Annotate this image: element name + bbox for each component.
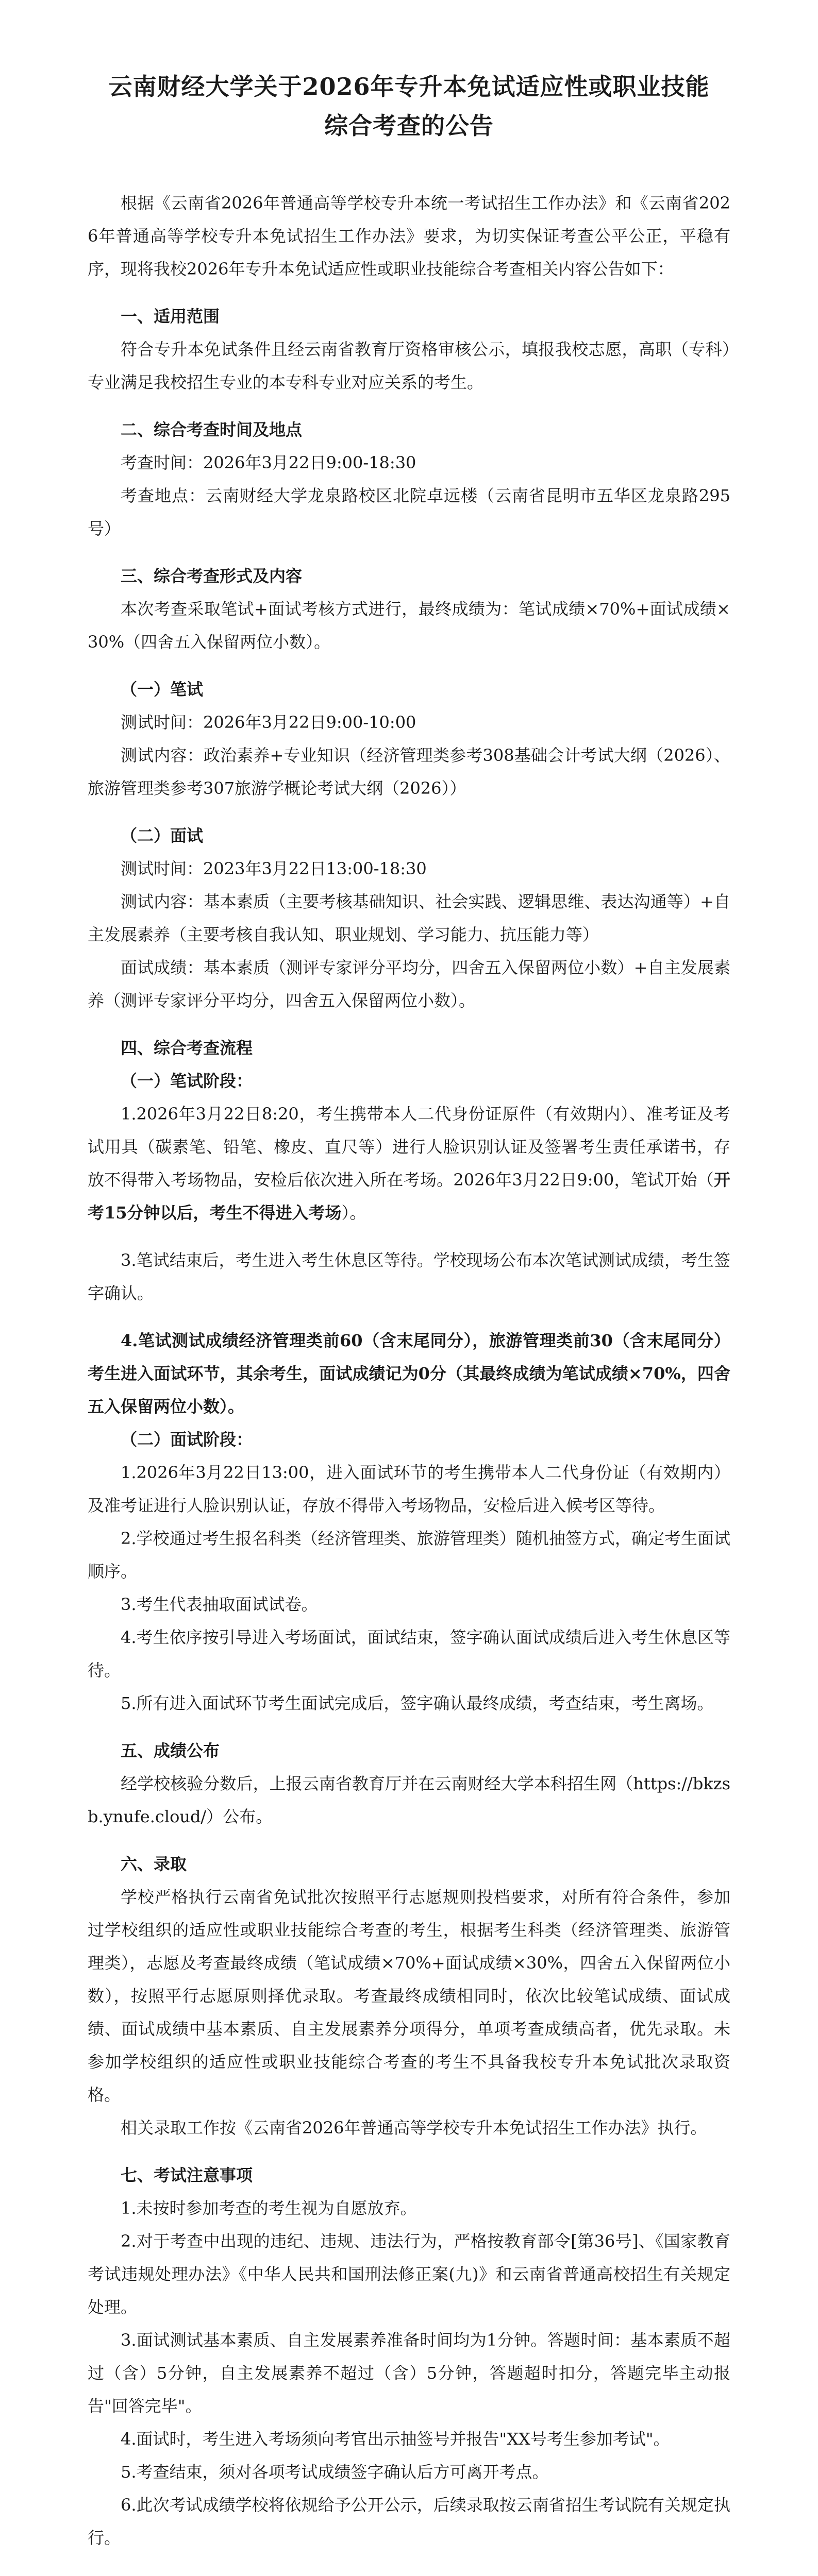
written-test-heading: （一）笔试 [121,680,204,699]
notice-2: 2.对于考查中出现的违纪、违规、违法行为，严格按教育部令[第36号]、《国家教育考试违规处理办法》《中华人民共和国刑法修正案(九)》和云南省普通高校招生有关规定处理。 [88,2231,730,2317]
interview-stage-heading: （二）面试阶段： [121,1430,253,1449]
interview-step-2: 2.学校通过考生报名科类（经济管理类、旅游管理类）随机抽签方式，确定考生面试顺序。 [88,1529,730,1581]
written-step-1-c: ）。 [341,1203,366,1223]
document-body [0,187,818,2576]
exam-time: 考查时间：2026年3月22日9:00-18:30 [121,453,416,472]
section-6-heading: 六、录取 [121,1854,187,1874]
interview-step-5: 5.所有进入面试环节考生面试完成后，签字确认最终成绩，考查结束，考生离场。 [121,1693,714,1713]
title-line-2: 综合考查的公告 [324,112,494,140]
section-7-heading: 七、考试注意事项 [121,2165,253,2185]
intro-paragraph: 根据《云南省2026年普通高等学校专升本统一考试招生工作办法》和《云南省2026年普通高等学校专升本免试招生工作办法》要求，为切实保证考查公平公正，平稳有序，现将我校2026年专升本免试适应性或职业技能综合考查相关内容公告如下： [88,193,730,279]
written-step-1-bold: 开考15分钟以后，考生不得进入考场 [88,1170,730,1223]
interview-step-3: 3.考生代表抽取面试试卷。 [121,1595,318,1614]
section-1-text: 符合专升本免试条件且经云南省教育厅资格审核公示，填报我校志愿，高职（专科）专业满足我校招生专业的本专科专业对应关系的考生。 [88,340,730,392]
section-5-heading: 五、成绩公布 [121,1741,220,1760]
written-test-time: 测试时间：2026年3月22日9:00-10:00 [121,713,416,732]
section-1-heading: 一、适用范围 [121,307,220,326]
notice-1: 1.未按时参加考查的考生视为自愿放弃。 [121,2198,417,2218]
section-8-heading [88,2569,730,2576]
document-title [0,0,818,145]
interview-step-4: 4.考生依序按引导进入考场面试，面试结束，签字确认面试成绩后进入考生休息区等待。 [88,1628,730,1680]
title-line-1: 云南财经大学关于2026年专升本免试适应性或职业技能 [108,73,710,100]
written-stage-heading: （一）笔试阶段： [121,1071,253,1091]
written-step-3: 3.笔试结束后，考生进入考生休息区等待。学校现场公布本次笔试测试成绩，考生签字确认。 [88,1250,730,1303]
exam-place: 考查地点：云南财经大学龙泉路校区北院卓远楼（云南省昆明市五华区龙泉路295号） [88,486,730,538]
admission-rules: 学校严格执行云南省免试批次按照平行志愿规则投档要求，对所有符合条件，参加过学校组织的适应性或职业技能综合考查的考生，根据考生科类（经济管理类、旅游管理类），志愿及考查最终成绩（笔试成绩×70%+面试成绩×30%，四舍五入保留两位小数），按照平行志愿原则择优录取。考查最终成绩相同时，依次比较笔试成绩、面试成绩、面试成绩中基本素质、自主发展素养分项得分，单项考查成绩高者，优先录取。未参加学校组织的适应性或职业技能综合考查的考生不具备我校专升本免试批次录取资格。 [88,1887,730,2105]
written-test-content: 测试内容：政治素养+专业知识（经济管理类参考308基础会计考试大纲（2026）、旅游管理类参考307旅游学概论考试大纲（2026）） [88,745,730,798]
notice-4: 4.面试时，考生进入考场须向考官出示抽签号并报告"XX号考生参加考试"。 [121,2429,670,2449]
interview-step-1: 1.2026年3月22日13:00，进入面试环节的考生携带本人二代身份证（有效期内）及准考证进行人脸识别认证，存放不得带入考场物品，安检后进入候考区等待。 [88,1463,730,1515]
section-4-heading: 四、综合考查流程 [121,1038,253,1058]
written-step-1-a: 1.2026年3月22日8:20，考生携带本人二代身份证原件（有效期内）、准考证及考试用具（碳素笔、铅笔、橡皮、直尺等）进行人脸识别认证及签署考生责任承诺书，存放不得带入考场物品，安检后依次进入所在考场。2026年3月22日9:00，笔试开始（ [88,1104,730,1190]
notice-6: 6.此次考试成绩学校将依规给予公开公示，后续录取按云南省招生考试院有关规定执行。 [88,2495,730,2548]
section-2-heading: 二、综合考查时间及地点 [121,420,303,439]
notice-5: 5.考查结束，须对各项考试成绩签字确认后方可离开考点。 [121,2462,549,2482]
interview-score: 面试成绩：基本素质（测评专家评分平均分，四舍五入保留两位小数）+自主发展素养（测评专家评分平均分，四舍五入保留两位小数）。 [88,958,730,1010]
written-step-4: 4.笔试测试成绩经济管理类前60（含末尾同分），旅游管理类前30（含末尾同分）考生进入面试环节，其余考生，面试成绩记为0分（其最终成绩为笔试成绩×70%，四舍五入保留两位小数）。 [88,1331,730,1416]
written-step-1 [88,1097,730,1229]
interview-time: 测试时间：2023年3月22日13:00-18:30 [121,859,427,878]
admission-reference: 相关录取工作按《云南省2026年普通高等学校专升本免试招生工作办法》执行。 [121,2118,707,2138]
section-3-text: 本次考查采取笔试+面试考核方式进行，最终成绩为：笔试成绩×70%+面试成绩×30%（四舍五入保留两位小数）。 [88,599,730,652]
interview-heading: （二）面试 [121,826,204,845]
section-5-text: 经学校核验分数后，上报云南省教育厅并在云南财经大学本科招生网（https://bkzsb.ynufe.cloud/）公布。 [88,1774,730,1826]
notice-3: 3.面试测试基本素质、自主发展素养准备时间均为1分钟。答题时间：基本素质不超过（含）5分钟，自主发展素养不超过（含）5分钟，答题超时扣分，答题完毕主动报告"回答完毕"。 [88,2330,730,2416]
interview-content: 测试内容：基本素质（主要考核基础知识、社会实践、逻辑思维、表达沟通等）+自主发展素养（主要考核自我认知、职业规划、学习能力、抗压能力等） [88,892,730,944]
section-3-heading: 三、综合考查形式及内容 [121,566,303,586]
